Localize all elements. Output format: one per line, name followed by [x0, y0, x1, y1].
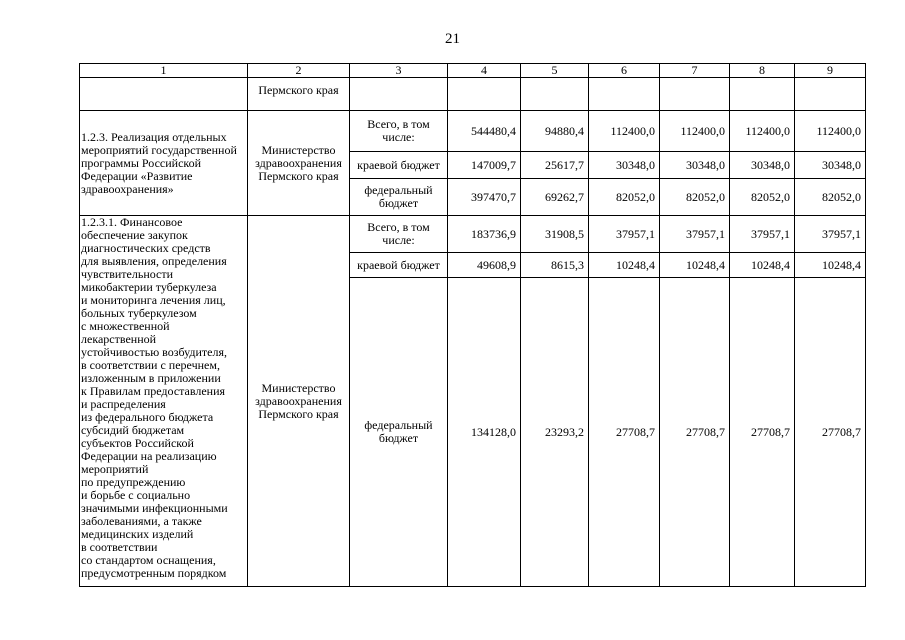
table-row	[80, 78, 866, 111]
column-number: 6	[589, 64, 660, 78]
value-cell: 112400,0	[730, 111, 795, 152]
value-cell: 82052,0	[730, 179, 795, 216]
value-cell: 82052,0	[589, 179, 660, 216]
value-cell: 23293,2	[521, 278, 589, 587]
value-cell: 112400,0	[795, 111, 866, 152]
column-number: 4	[448, 64, 521, 78]
value-cell: 30348,0	[730, 152, 795, 179]
activity-title: 1.2.3.1. Финансовое обеспечение закупок диагностических средств для выявления, определения чувствительности микобактерии туберкулеза и мониторинга лечения лиц, больных туберкулезом с множественной лекарственной устойчивостью возбудителя, в соответствии с перечнем, изложенным в приложении к Правилам предоставления и распределения из федерального бюджета субсидий бюджетам субъектов Российской Федерации на реализацию мероприятий по предупреждению и борьбе с социально значимыми инфекционными заболеваниями, а также медицинских изделий в соответствии со стандартом оснащения, предусмотренным порядком	[80, 216, 248, 587]
budget-table	[79, 63, 866, 587]
value-cell: 82052,0	[660, 179, 730, 216]
column-number-row	[80, 64, 866, 78]
value-cell: 25617,7	[521, 152, 589, 179]
value-cell: 27708,7	[589, 278, 660, 587]
value-cell: 27708,7	[795, 278, 866, 587]
value-cell: 183736,9	[448, 216, 521, 253]
value-cell: 397470,7	[448, 179, 521, 216]
value-cell: 10248,4	[795, 253, 866, 278]
value-cell: 31908,5	[521, 216, 589, 253]
org-cell: Министерство здравоохранения Пермского края	[248, 111, 350, 216]
funding-source: федеральный бюджет	[350, 179, 448, 216]
value-cell: 10248,4	[589, 253, 660, 278]
value-cell: 27708,7	[730, 278, 795, 587]
value-cell: 112400,0	[589, 111, 660, 152]
value-cell: 112400,0	[660, 111, 730, 152]
value-cell: 544480,4	[448, 111, 521, 152]
column-number: 3	[350, 64, 448, 78]
funding-source: Всего, в том числе:	[350, 111, 448, 152]
column-number: 5	[521, 64, 589, 78]
value-cell: 94880,4	[521, 111, 589, 152]
column-number: 8	[730, 64, 795, 78]
funding-source: федеральный бюджет	[350, 278, 448, 587]
column-number: 2	[248, 64, 350, 78]
org-cell: Пермского края	[248, 78, 350, 111]
value-cell: 30348,0	[660, 152, 730, 179]
value-cell: 134128,0	[448, 278, 521, 587]
column-number: 7	[660, 64, 730, 78]
table-row	[80, 216, 866, 253]
value-cell: 37957,1	[589, 216, 660, 253]
value-cell: 27708,7	[660, 278, 730, 587]
activity-title: 1.2.3. Реализация отдельных мероприятий государственной программы Российской Федерации «Развитие здравоохранения»	[80, 111, 248, 216]
column-number: 9	[795, 64, 866, 78]
org-cell: Министерство здравоохранения Пермского края	[248, 216, 350, 587]
value-cell: 10248,4	[660, 253, 730, 278]
page-number: 21	[445, 31, 460, 47]
table-row	[80, 111, 866, 152]
funding-source: краевой бюджет	[350, 253, 448, 278]
value-cell: 8615,3	[521, 253, 589, 278]
value-cell: 69262,7	[521, 179, 589, 216]
value-cell: 49608,9	[448, 253, 521, 278]
value-cell: 37957,1	[660, 216, 730, 253]
funding-source: краевой бюджет	[350, 152, 448, 179]
funding-source: Всего, в том числе:	[350, 216, 448, 253]
value-cell: 30348,0	[589, 152, 660, 179]
value-cell: 37957,1	[730, 216, 795, 253]
value-cell: 37957,1	[795, 216, 866, 253]
column-number: 1	[80, 64, 248, 78]
value-cell: 10248,4	[730, 253, 795, 278]
value-cell: 147009,7	[448, 152, 521, 179]
value-cell: 30348,0	[795, 152, 866, 179]
value-cell: 82052,0	[795, 179, 866, 216]
